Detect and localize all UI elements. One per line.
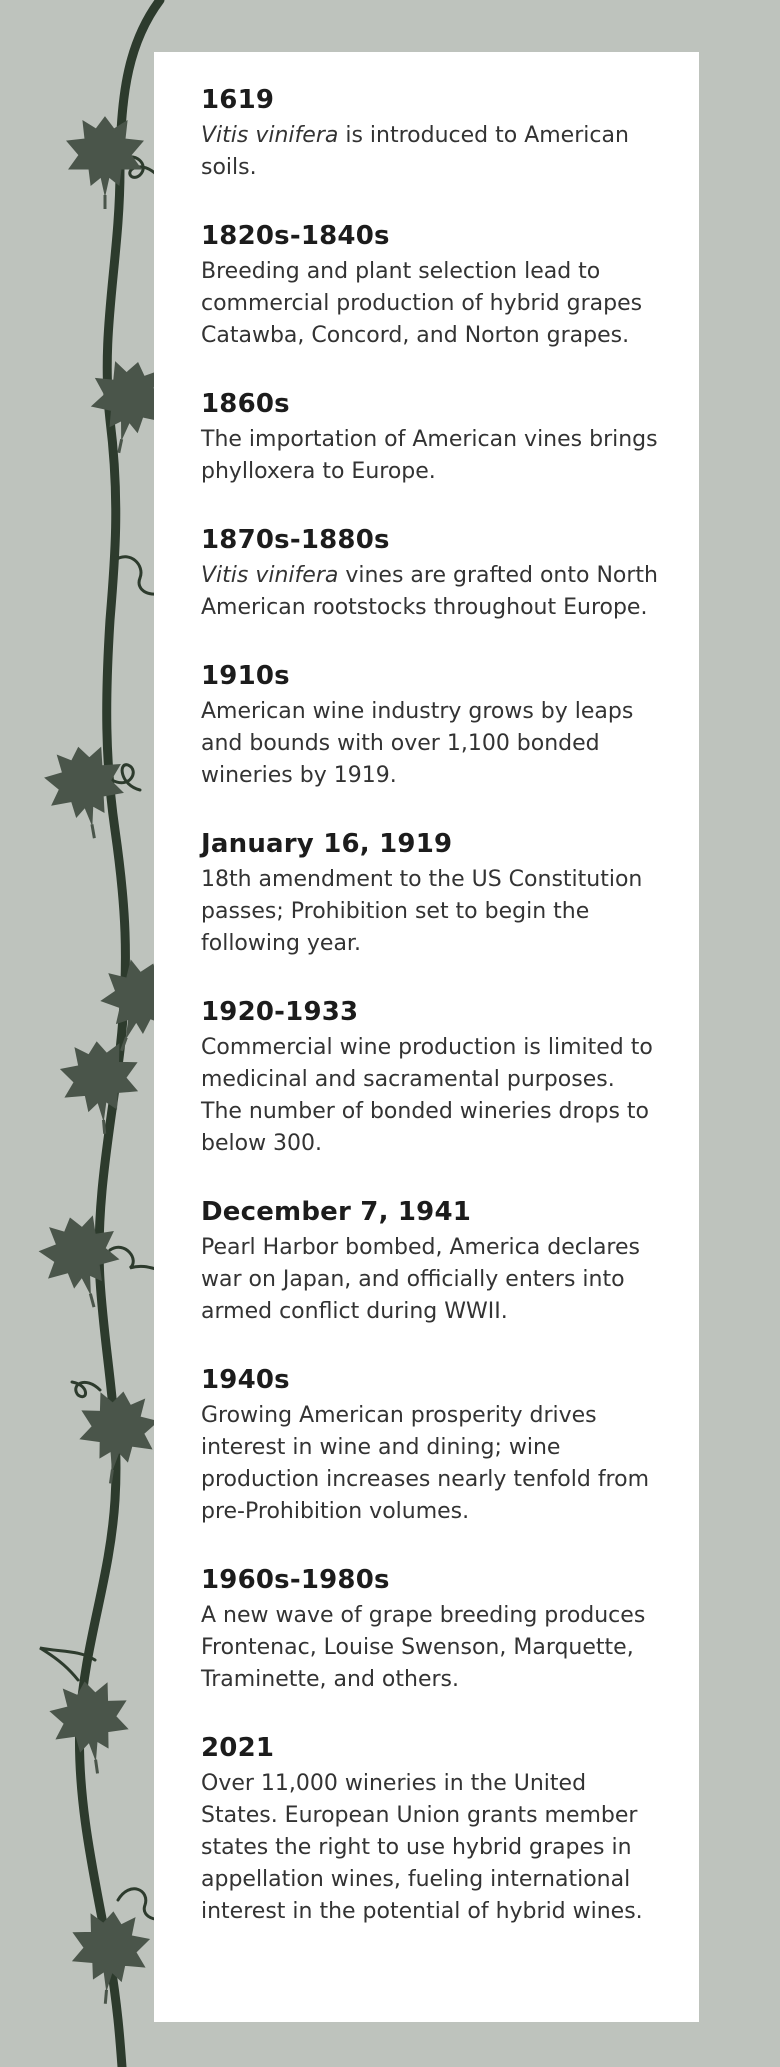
timeline-entry-1960s-1980s (201, 1562, 659, 1696)
entry-year: 1860s (201, 389, 290, 419)
entry-description: The importation of American vines brings phylloxera to Europe. (201, 427, 658, 484)
grape-leaf-icon (33, 1208, 130, 1317)
entry-year: December 7, 1941 (201, 1197, 472, 1227)
timeline-entry-dec-1941 (201, 1194, 659, 1328)
timeline-entry-1619 (201, 82, 659, 184)
timeline-entry-1820s-1840s (201, 218, 659, 352)
entry-description: A new wave of grape breeding produces Frontenac, Louise Swenson, Marquette, Traminette, and others. (201, 1603, 646, 1692)
entry-italic: Vitis vinifera (201, 563, 339, 588)
timeline-entry-2021 (201, 1730, 659, 1928)
entry-year: 2021 (201, 1733, 275, 1763)
entry-description: Growing American prosperity drives interest in wine and dining; wine production increases nearly tenfold from pre-Prohibition volumes. (201, 1403, 650, 1524)
entry-year: 1870s-1880s (201, 525, 390, 555)
entry-description: Pearl Harbor bombed, America declares war on Japan, and officially enters into armed conflict during WWII. (201, 1235, 640, 1324)
entry-year: 1619 (201, 85, 275, 115)
timeline-entry-1940s (201, 1362, 659, 1528)
entry-text: vines are grafted onto North American rootstocks throughout Europe. (201, 563, 658, 620)
timeline-entry-1910s (201, 658, 659, 792)
entry-description: 18th amendment to the US Constitution passes; Prohibition set to begin the following year. (201, 867, 643, 956)
entry-year: 1820s-1840s (201, 221, 390, 251)
grape-leaf-icon (47, 1677, 135, 1779)
timeline-entry-1860s (201, 386, 659, 488)
timeline-entry-1870s-1880s (201, 522, 659, 624)
entry-year: 1940s (201, 1365, 290, 1395)
entry-italic: Vitis vinifera (201, 123, 339, 148)
entry-description (201, 120, 659, 184)
entry-description: Over 11,000 wineries in the United States. European Union grants member states the right to use hybrid grapes in appellation wines, fueling international interest in the potential of hybrid wines. (201, 1771, 643, 1924)
entry-description: American wine industry grows by leaps and bounds with over 1,100 bonded wineries by 1919. (201, 699, 634, 788)
timeline-entry-jan-1919 (201, 826, 659, 960)
entry-text: is introduced to American soils. (201, 123, 629, 180)
timeline-entry-1920-1933 (201, 994, 659, 1160)
entry-description: Breeding and plant selection lead to commercial production of hybrid grapes Catawba, Concord, and Norton grapes. (201, 259, 643, 348)
grape-leaf-icon (67, 1909, 151, 2007)
grape-leaf-icon (59, 1039, 143, 1137)
entry-year: January 16, 1919 (201, 829, 453, 859)
timeline-panel (154, 52, 699, 2022)
entry-year: 1920-1933 (201, 997, 359, 1027)
entry-year: 1960s-1980s (201, 1565, 390, 1595)
entry-description: Commercial wine production is limited to medicinal and sacramental purposes. The number of bonded wineries drops to below 300. (201, 1035, 653, 1156)
entry-year: 1910s (201, 661, 290, 691)
entry-description (201, 560, 659, 624)
grape-leaf-icon (67, 117, 143, 209)
